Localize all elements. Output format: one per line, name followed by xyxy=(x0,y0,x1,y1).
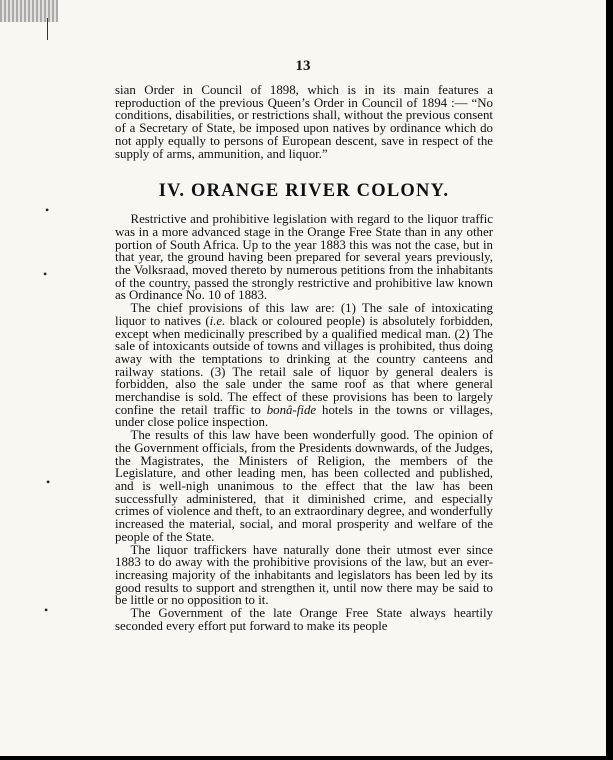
paragraph-text: The results of this law have been wonderfully good. The opinion of the Government officials, from the Presidents downwards, of the Judges, the Magistrates, the Ministers of Religion, the members of the Legislature, and other leading men, has been collected and published, and is well-nigh unanimous to the effect that the law has been successfully administered, that it diminished crime, and especially crimes of violence and theft, to an extraordinary degree, and wonderfully increased the material, social, and moral prosperity and welfare of the people of the State. xyxy=(115,428,493,544)
paragraph-text: black or coloured people) is absolutely forbidden, except when medicinally prescribed by a qualified medical man. (2) The sale of intoxicants outside of towns and villages is prohibited, thus doing away with the temptations to drinking at the country canteens and railway stations. (3) The retail sale of liquor by general dealers is forbidden, also the sale under the same roof as that where general merchandise is sold. The effect of these provisions has been to largely confine the retail traffic to xyxy=(115,313,494,417)
paragraph-1 xyxy=(115,84,493,160)
italic-text: bonâ-fide xyxy=(266,402,317,417)
paragraph-text: Restrictive and prohibitive legislation with regard to the liquor traffic was in a more advanced stage in the Orange Free State than in any other portion of South Africa. Up to the year 1883 this was not the case, but in that year, the ground having been prepared for several years previously, the Volksraad, moved thereto by numerous petitions from the inhabitants of the country, passed the strongly restrictive and prohibitive law known as Ordinance No. 10 of 1883. xyxy=(115,212,493,303)
paragraph-text: The liquor traffickers have naturally done their utmost ever since 1883 to do away with the prohibitive provisions of the law, but an ever-increasing majority of the inhabitants and legislators has been led by its good results to support and strengthen it, until now there may be said to be little or no opposition to it. xyxy=(115,542,493,608)
paragraph-text: hotels in the towns or villages, under close police inspection. xyxy=(115,402,493,430)
gutter-line xyxy=(47,18,48,40)
margin-speck: • xyxy=(46,475,51,489)
margin-speck: • xyxy=(45,203,50,217)
margin-speck: • xyxy=(43,267,48,281)
paragraph-text: The chief provisions of this law are: (1) The sale of intoxicating liquor to natives ( xyxy=(115,301,493,328)
italic-text: i.e. xyxy=(209,313,226,328)
paragraph-5 xyxy=(115,544,493,608)
paragraph-text: The Government of the late Orange Free State always heartily seconded every effort put forward to make its people xyxy=(115,606,493,633)
paragraph-2 xyxy=(115,213,493,302)
paragraph-4 xyxy=(115,429,493,543)
paragraph-6 xyxy=(115,607,493,632)
scan-artifact xyxy=(0,0,58,22)
page-body xyxy=(115,84,493,632)
margin-speck: • xyxy=(44,603,49,617)
paragraph-3 xyxy=(115,302,493,429)
page-number: 13 xyxy=(295,58,311,74)
section-heading: IV. ORANGE RIVER COLONY. xyxy=(158,181,450,202)
paragraph-text: sian Order in Council of 1898, which is in its main features a reproduction of the previous Queen’s Order in Council of 1894 :— “No conditions, disabilities, or restrictions shall, without the previous consent of a Secretary of State, be imposed upon natives by ordinance which do not apply equally to persons of European descent, save in respect of the supply of arms, ammunition, and liquor.” xyxy=(115,83,493,161)
